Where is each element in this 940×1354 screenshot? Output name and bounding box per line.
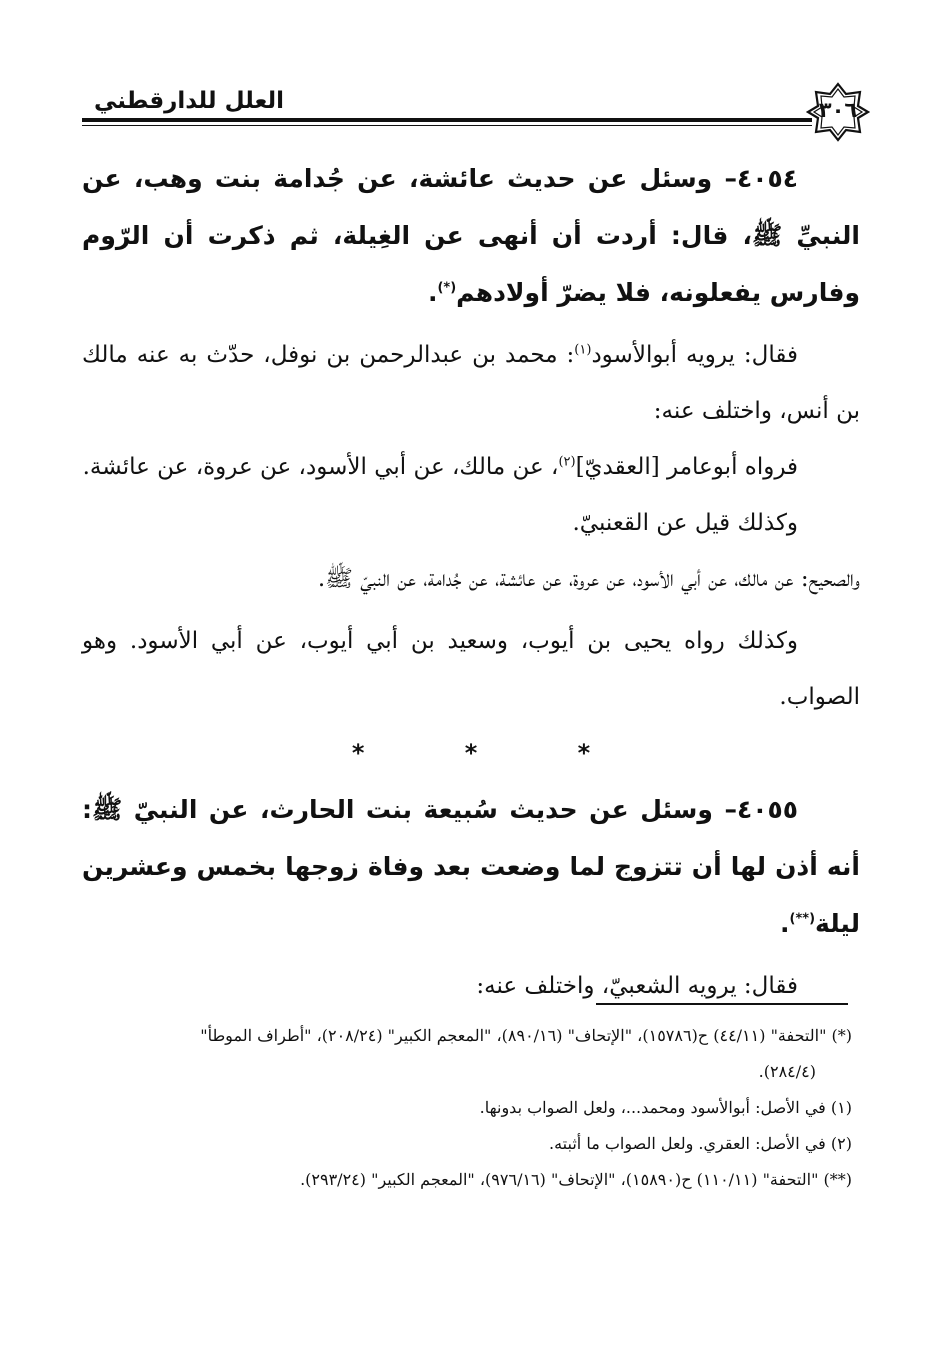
footnote-star-continued: (٢٨٤/٤). (758, 1062, 816, 1081)
footnote-2: (٢) في الأصل: العقري. ولعل الصواب ما أثبته. (549, 1134, 852, 1153)
header-rule-thin (82, 125, 812, 126)
footnote-star: (*) "التحفة" (٤٤/١١) ح(١٥٧٨٦)، "الإتحاف" (٨٩٠/١٦)، "المعجم الكبير" (٢٠٨/٢٤)، "أطراف الموطأ" (200, 1026, 852, 1045)
footnote-ref-star: (*) (437, 280, 457, 296)
page-number-ornament (806, 82, 870, 142)
paragraph-5: وكذلك رواه يحيى بن أيوب، وسعيد بن أبي أيوب، عن أبي الأسود. وهو الصواب. (82, 628, 860, 710)
page-number: ٣٠٦ (818, 98, 858, 122)
main-text (82, 150, 860, 1014)
paragraph-3: وكذلك قيل عن القعنبيّ. (572, 510, 798, 536)
footnote-double-star: (**) "التحفة" (١١٠/١١) ح(١٥٨٩٠)، "الإتحاف" (٩٧٦/١٦)، "المعجم الكبير" (٢٩٣/٢٤). (300, 1170, 852, 1189)
section-separator: * * * (351, 739, 637, 767)
running-title: العلل للدارقطني (94, 88, 284, 114)
question-4055: ٤٠٥٥– وسئل عن حديث سُبيعة بنت الحارث، عن النبيّ ﷺ: أنه أذن لها أن تتزوج لما وضعت بعد وفاة زوجها بخمس وعشرين ليلة(**). (82, 795, 860, 938)
page-header (80, 82, 870, 142)
footnote-ref-double-star: (**) (789, 911, 816, 927)
paragraph-2: فرواه أبوعامر [العقديّ]$^{(٢)}$، عن مالك، عن أبي الأسود، عن عروة، عن عائشة. (82, 454, 798, 480)
footnote-ref-1: (١) (574, 342, 592, 358)
footnote-ref-2: (٢) (558, 454, 576, 470)
paragraph-6: فقال: يرويه الشعبيّ، واختلف عنه: (476, 973, 798, 999)
question-4054: ٤٠٥٤– وسئل عن حديث عائشة، عن جُدامة بنت وهب، عن النبيِّ ﷺ، قال: أردت أن أنهى عن الغِيلة، ثم ذكرت أن الرّوم وفارس يفعلونه، فلا يضرّ أولادهم(*). (82, 164, 860, 307)
header-rule-thick (82, 118, 812, 122)
paragraph-4: والصحيح: عن مالك، عن أبي الأسود، عن عروة، عن عائشة، عن جُدامة، عن النبيّ ﷺ. (317, 566, 860, 592)
footnotes (82, 1018, 852, 1198)
footnote-separator (596, 1003, 848, 1005)
paragraph-1: فقال: يرويه أبوالأسود$^{(١)}$: محمد بن عبدالرحمن بن نوفل، حدّث به عنه مالك بن أنس، واختلف عنه: (82, 342, 860, 424)
footnote-1: (١) في الأصل: أبوالأسود ومحمد...، ولعل الصواب بدونها. (479, 1098, 852, 1117)
